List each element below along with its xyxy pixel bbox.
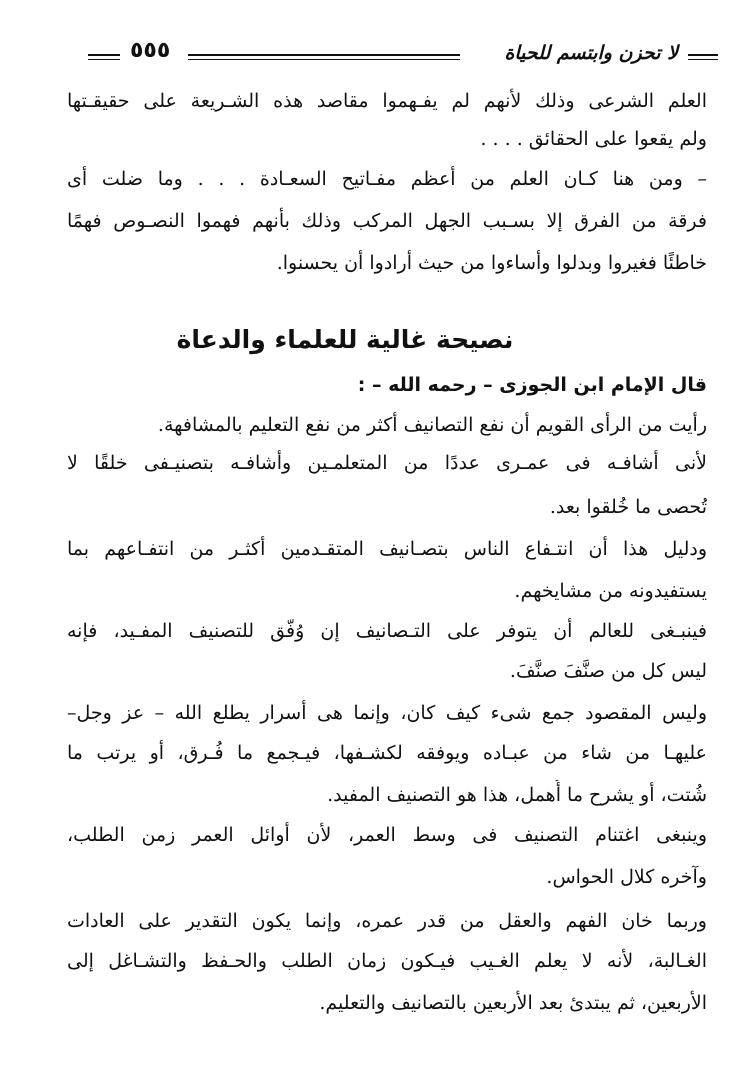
- text-line: وليس المقصود جمع شىء كيف كان، وإنما هى أسرار يطلع الله – عز وجل–: [67, 702, 707, 724]
- header-rule-left: [88, 54, 120, 60]
- text-line: فرقة من الفرق إلا بسـبب الجهل المركب وذلك بأنهم فهموا النصـوص فهمًا: [67, 210, 707, 232]
- section-heading: نصيحة غالية للعلماء والدعاة: [176, 325, 514, 354]
- text-line: وآخره كلال الحواس.: [546, 866, 707, 888]
- text-line: ودليل هذا أن انتـفاع الناس بتصـانيف المتقـدمين أكثـر من انتفـاعهم بما: [67, 538, 707, 560]
- page-number: ٥٥٥: [130, 38, 171, 63]
- header-rule-middle: [188, 54, 460, 60]
- text-line: يستفيدونه من مشايخهم.: [514, 580, 707, 602]
- page-header: [88, 36, 718, 76]
- book-title: لا تحزن وابتسم للحياة: [504, 42, 678, 64]
- text-line: رأيت من الرأى القويم أن نفع التصانيف أكثر من نفع التعليم بالمشافهة.: [157, 414, 707, 436]
- text-line: خاطئًا فغيروا وبدلوا وأساءوا من حيث أرادوا أن يحسنوا.: [276, 252, 707, 274]
- text-line: فينبـغى للعالم أن يتوفر على التـصانيف إن وُفّق للتصنيف المفـيد، فإنه: [67, 620, 707, 642]
- text-line: ولم يقعوا على الحقائق . . . .: [480, 128, 707, 150]
- text-line: شُتت، أو يشرح ما أُهمل، هذا هو التصنيف المفيد.: [327, 784, 707, 806]
- attribution-line: قال الإمام ابن الجوزى – رحمه الله – :: [357, 374, 707, 396]
- text-line: ليس كل من صنَّفَ صنَّفَ.: [509, 660, 707, 682]
- text-line: العلم الشرعى وذلك لأنهم لم يفـهموا مقاصد هذه الشـريعة على حقيقـتها: [67, 90, 707, 112]
- text-line: الأربعين، ثم يبتدئ بعد الأربعين بالتصانيف والتعليم.: [319, 992, 707, 1014]
- text-line: – ومن هنا كـان العلم من أعظم مفـاتيح السعـادة . . . وما ضلت أى: [67, 168, 707, 190]
- text-line: الغـالبة، لأنه لا يعلم الغـيب فيـكون زمان الطلب والحـفظ والتشـاغل إلى: [67, 950, 707, 972]
- text-line: لأنى أشافـه فى عمـرى عددًا من المتعلمـين وأشافـه بتصنيـفى خلقًا لا: [67, 452, 707, 474]
- text-line: وربما خان الفهم والعقل من قدر عمره، وإنما يكون التقدير على العادات: [67, 910, 707, 932]
- text-line: تُحصى ما خُلقوا بعد.: [549, 496, 707, 518]
- text-line: وينبغى اغتنام التصنيف فى وسط العمر، لأن أوائل العمر زمن الطلب،: [67, 824, 707, 846]
- header-rule-right: [688, 54, 718, 60]
- text-line: عليهـا من شاء من عبـاده ويوفقه لكشـفها، فيـجمع ما فُـرق، أو يرتب ما: [67, 742, 707, 764]
